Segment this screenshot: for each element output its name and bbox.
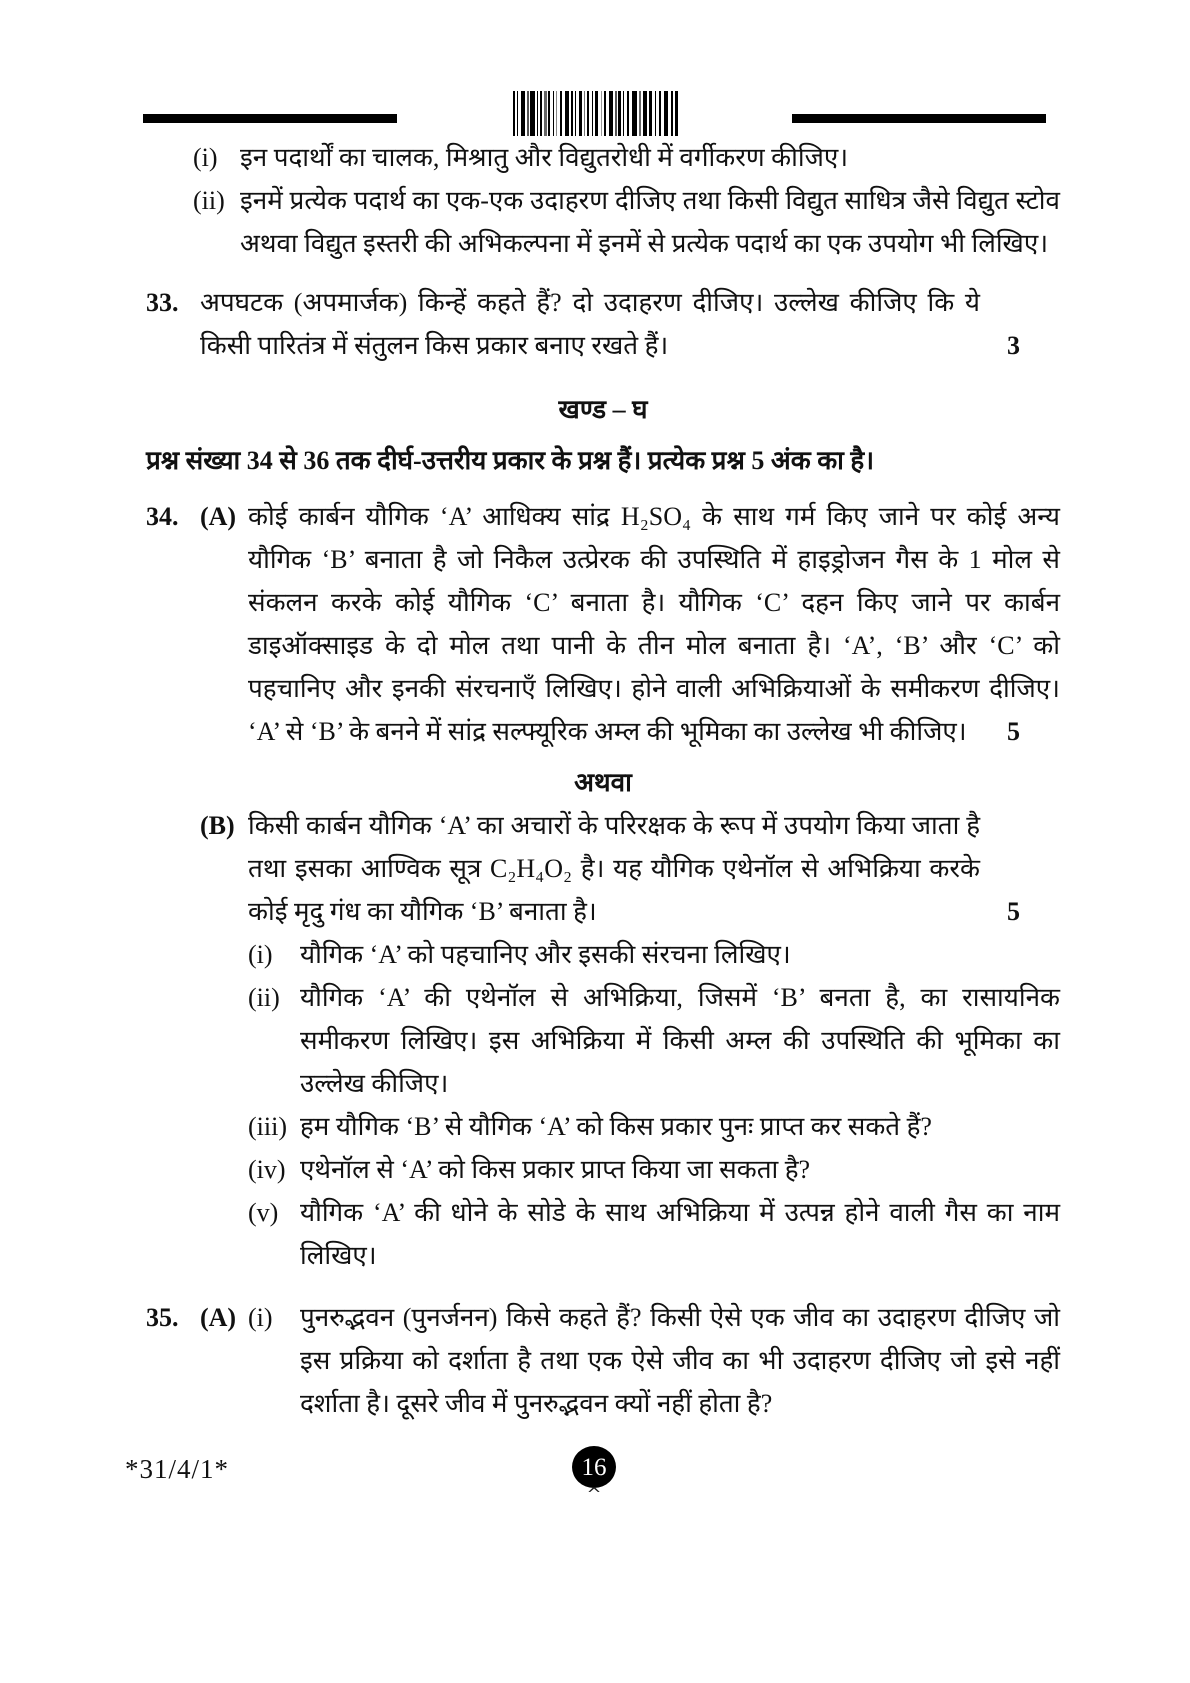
question-34a [146, 495, 1060, 753]
subitem-label: (iii) [248, 1112, 287, 1141]
question-text: अपघटक (अपमार्जक) किन्हें कहते हैं? दो उदाहरण दीजिए। उल्लेख कीजिए कि ये किसी पारितंत्र में संतुलन किस प्रकार बनाए रखते हैं। [200, 288, 980, 360]
list-item [193, 136, 1060, 179]
list-item [248, 1148, 1060, 1191]
subitem-label: (i) [193, 143, 218, 172]
subitem-label: (v) [248, 1198, 279, 1227]
or-heading: अथवा [574, 768, 632, 797]
page-number-badge: 16 [572, 1446, 616, 1488]
subitem-text: यौगिक ‘A’ की धोने के सोडे के साथ अभिक्रिया में उत्पन्न होने वाली गैस का नाम लिखिए। [300, 1198, 1060, 1270]
marks-badge: 3 [1007, 331, 1020, 360]
section-heading: खण्ड – घ [558, 395, 648, 424]
marks-badge: 5 [1007, 717, 1020, 746]
question-text: पुनरुद्भवन (पुनर्जनन) किसे कहते हैं? किसी ऐसे एक जीव का उदाहरण दीजिए जो इस प्रक्रिया को दर्शाता है तथा एक ऐसे जीव का भी उदाहरण दीजिए जो इसे नहीं दर्शाता है। दूसरे जीव में पुनरुद्भवन क्यों नहीं होता है? [300, 1303, 1060, 1418]
subitem-text: एथेनॉल से ‘A’ को किस प्रकार प्राप्त किया जा सकता है? [300, 1155, 811, 1184]
subitem-text: यौगिक ‘A’ की एथेनॉल से अभिक्रिया, जिसमें ‘B’ बनता है, का रासायनिक समीकरण लिखिए। इस अभिक्रिया में किसी अम्ल की उपस्थिति की भूमिका का उल्लेख कीजिए। [300, 983, 1060, 1098]
barcode [513, 91, 679, 136]
question-35a [146, 1296, 1060, 1425]
option-a-label: (A) [200, 1303, 237, 1332]
subitem-label: (i) [248, 940, 273, 969]
header-rule-left [143, 114, 397, 123]
caret-mark: ^ [586, 1484, 602, 1505]
list-item [248, 976, 1060, 1105]
subitem-text: इन पदार्थों का चालक, मिश्रातु और विद्युतरोधी में वर्गीकरण कीजिए। [240, 143, 849, 172]
subitem-label: (ii) [248, 983, 280, 1012]
option-a-label: (A) [200, 502, 237, 531]
list-item [248, 1105, 1060, 1148]
option-b-label: (B) [200, 811, 235, 840]
question-33 [146, 281, 1060, 367]
paper-code: *31/4/1* [125, 1454, 230, 1484]
subitem-label: (iv) [248, 1155, 286, 1184]
marks-badge: 5 [1007, 897, 1020, 926]
subitem-text: यौगिक ‘A’ को पहचानिए और इसकी संरचना लिखिए। [300, 940, 791, 969]
header-rule-right [792, 114, 1046, 123]
question-number: 33. [146, 288, 179, 317]
subitem-label: (ii) [193, 186, 225, 215]
subitem-text: इनमें प्रत्येक पदार्थ का एक-एक उदाहरण दीजिए तथा किसी विद्युत साधित्र जैसे विद्युत स्टोव अथवा विद्युत इस्तरी की अभिकल्पना में इनमें से प्रत्येक पदार्थ का एक उपयोग भी लिखिए। [240, 186, 1060, 258]
list-item [193, 179, 1060, 265]
list-item [248, 1191, 1060, 1277]
section-instruction: प्रश्न संख्या 34 से 36 तक दीर्घ-उत्तरीय प्रकार के प्रश्न हैं। प्रत्येक प्रश्न 5 अंक का है। [146, 446, 875, 475]
subitem-text: हम यौगिक ‘B’ से यौगिक ‘A’ को किस प्रकार पुनः प्राप्त कर सकते हैं? [300, 1112, 932, 1141]
page-content [146, 136, 1060, 1425]
question-32-subitems [193, 136, 1060, 265]
question-text: कोई कार्बन यौगिक ‘A’ आधिक्य सांद्र H₂SO₄ के साथ गर्म किए जाने पर कोई अन्य यौगिक ‘B’ बनाता है जो निकैल उत्प्रेरक की उपस्थिति में हाइड्रोजन गैस के 1 मोल से संकलन करके कोई यौगिक ‘C’ बनाता है। यौगिक ‘C’ दहन किए जाने पर कार्बन डाइऑक्साइड के दो मोल तथा पानी के तीन मोल बनाता है। ‘A’, ‘B’ और ‘C’ को पहचानिए और इनकी संरचनाएँ लिखिए। होने वाली अभिक्रियाओं के समीकरण दीजिए। ‘A’ से ‘B’ के बनने में सांद्र सल्फ्यूरिक अम्ल की भूमिका का उल्लेख भी कीजिए। [248, 502, 1060, 746]
list-item [248, 933, 1060, 976]
question-text: किसी कार्बन यौगिक ‘A’ का अचारों के परिरक्षक के रूप में उपयोग किया जाता है तथा इसका आण्विक सूत्र C₂H₄O₂ है। यह यौगिक एथेनॉल से अभिक्रिया करके कोई मृदु गंध का यौगिक ‘B’ बनाता है। [248, 811, 980, 926]
question-34b-subitems [248, 933, 1060, 1277]
question-number: 34. [146, 502, 179, 531]
question-34b [200, 804, 1060, 933]
subitem-label: (i) [248, 1303, 273, 1332]
question-number: 35. [146, 1303, 179, 1332]
